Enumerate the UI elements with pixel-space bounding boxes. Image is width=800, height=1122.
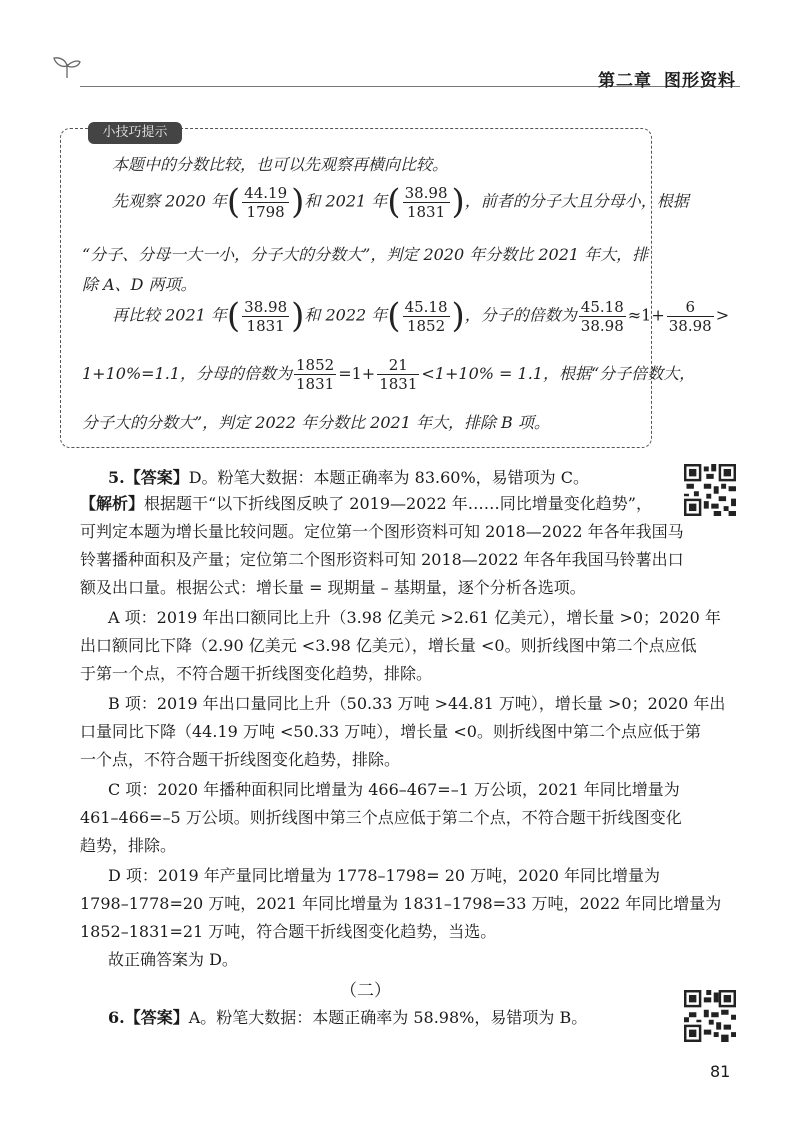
tip-line-4: 除 A、D 两项。 xyxy=(82,275,197,294)
q5-analysis-line: 铃薯播种面积及产量；定位第二个图形资料可知 2018—2022 年各年我国马铃薯出口 xyxy=(80,550,684,569)
tip-text: 和 2022 年 xyxy=(304,305,388,325)
q5-analysis-line xyxy=(80,492,652,516)
tip-text: > xyxy=(715,305,730,325)
section-heading: （二） xyxy=(340,981,391,1001)
fraction: $\frac{21}{1831}$ xyxy=(379,356,418,393)
tip-line-6 xyxy=(82,356,695,393)
q5-answer xyxy=(108,466,589,490)
q5-analysis-line: 于第一个点，不符合题干折线图变化趋势，排除。 xyxy=(80,664,433,683)
tip-text: ，前者的分子大且分母小，根据 xyxy=(464,191,689,211)
fraction: $\frac{38.98}{1831}$ xyxy=(244,297,288,335)
tip-text: 和 2021 年 xyxy=(304,191,388,211)
tip-line-3: “分子、分母一大一小，分子大的分数大”，判定 2020 年分数比 2021 年大，排 xyxy=(82,245,649,264)
fraction: $\frac{6}{38.98}$ xyxy=(668,297,712,335)
tip-text: <1+10% = 1.1，根据“分子倍数大， xyxy=(421,364,696,383)
fraction: $\frac{38.98}{1831}$ xyxy=(404,183,448,221)
q5-analysis-line: 出口额同比下降（2.90 亿美元 <3.98 亿美元），增长量 <0。则折线图中第二个点应低 xyxy=(80,636,697,655)
tip-text: =1+ xyxy=(338,364,376,383)
q5-analysis-line: A 项：2019 年出口额同比上升（3.98 亿美元 >2.61 亿美元），增长量 >0；2020 年 xyxy=(108,608,721,627)
q5-analysis-line: 可判定本题为增长量比较问题。定位第一个图形资料可知 2018—2022 年各年我国马 xyxy=(80,522,684,541)
analysis-label: 【解析】 xyxy=(80,494,145,513)
qr-code-icon[interactable] xyxy=(684,990,736,1042)
page-number: 81 xyxy=(710,1062,731,1081)
q5-analysis-line: 461–466=–5 万公顷。则折线图中第三个点应低于第二个点，不符合题干折线图变化 xyxy=(80,808,682,827)
q5-analysis-line: 趋势，排除。 xyxy=(80,836,177,855)
tip-line-5: 再比较 2021 年( $\frac{38.98}{1831}$ )和 2022 年( $\frac{45.18}{1852}$ )，分子的倍数为 $\frac{45.18}{38.98}$ ≈1+ $\frac{6}{38.98}$ > xyxy=(112,296,730,336)
tip-line-1: 本题中的分数比较，也可以先观察再横向比较。 xyxy=(112,155,449,174)
answer-text: D。粉笔大数据：本题正确率为 83.60%，易错项为 C。 xyxy=(188,468,589,487)
qr-code-icon[interactable] xyxy=(684,464,736,516)
answer-label: 6.【答案】 xyxy=(108,1008,189,1027)
q5-analysis-line: D 项：2019 年产量同比增量为 1778–1798= 20 万吨，2020 年同比增量为 xyxy=(108,866,660,885)
tip-label: 小技巧提示 xyxy=(88,122,182,144)
analysis-text: 根据题干“以下折线图反映了 2019—2022 年……同比增量变化趋势”， xyxy=(144,494,652,513)
tip-text: ，分子的倍数为 xyxy=(464,305,577,325)
q5-analysis-line: 1852–1831=21 万吨，符合题干折线图变化趋势，当选。 xyxy=(80,922,497,941)
tip-line-7: 分子大的分数大”，判定 2022 年分数比 2021 年大，排除 B 项。 xyxy=(82,413,550,432)
fraction: $\frac{1852}{1831}$ xyxy=(296,356,335,393)
chapter-title: 图形资料 xyxy=(664,71,736,91)
q5-analysis-line: 1798–1778=20 万吨，2021 年同比增量为 1831–1798=33 万吨，2022 年同比增量为 xyxy=(80,894,722,913)
tip-text: ≈1+ xyxy=(627,305,665,325)
q5-analysis-line: 一个点，不符合题干折线图变化趋势，排除。 xyxy=(80,750,401,769)
chapter-header xyxy=(598,66,748,91)
q5-analysis-line: 口量同比下降（44.19 万吨 <50.33 万吨），增长量 <0。则折线图中第二个点应低于第 xyxy=(80,722,701,741)
tip-text: 先观察 2020 年 xyxy=(112,191,227,211)
q5-analysis-line: C 项：2020 年播种面积同比增量为 466–467=–1 万公顷，2021 年同比增量为 xyxy=(108,780,680,799)
answer-text: A。粉笔大数据：本题正确率为 58.98%，易错项为 B。 xyxy=(188,1008,588,1027)
answer-label: 5.【答案】 xyxy=(108,468,189,487)
tip-line-2: 先观察 2020 年( $\frac{44.19}{1798}$ )和 2021 年( $\frac{38.98}{1831}$ )，前者的分子大且分母小，根据 xyxy=(112,182,689,222)
fraction: $\frac{45.18}{38.98}$ xyxy=(580,297,624,335)
chapter-number: 第二章 xyxy=(598,71,652,91)
leaf-icon xyxy=(52,56,82,80)
tip-text: 1+10%=1.1，分母的倍数为 xyxy=(82,364,293,383)
q5-analysis-line: B 项：2019 年出口量同比上升（50.33 万吨 >44.81 万吨），增长量 >0；2020 年出 xyxy=(108,694,726,713)
tip-text: 再比较 2021 年 xyxy=(112,305,227,325)
q5-conclusion: 故正确答案为 D。 xyxy=(108,950,238,969)
q5-analysis-line: 额及出口量。根据公式：增长量 = 现期量 – 基期量，逐个分析各选项。 xyxy=(80,578,586,597)
fraction: $\frac{44.19}{1798}$ xyxy=(244,183,288,221)
fraction: $\frac{45.18}{1852}$ xyxy=(404,297,448,335)
q6-answer xyxy=(108,1006,587,1030)
